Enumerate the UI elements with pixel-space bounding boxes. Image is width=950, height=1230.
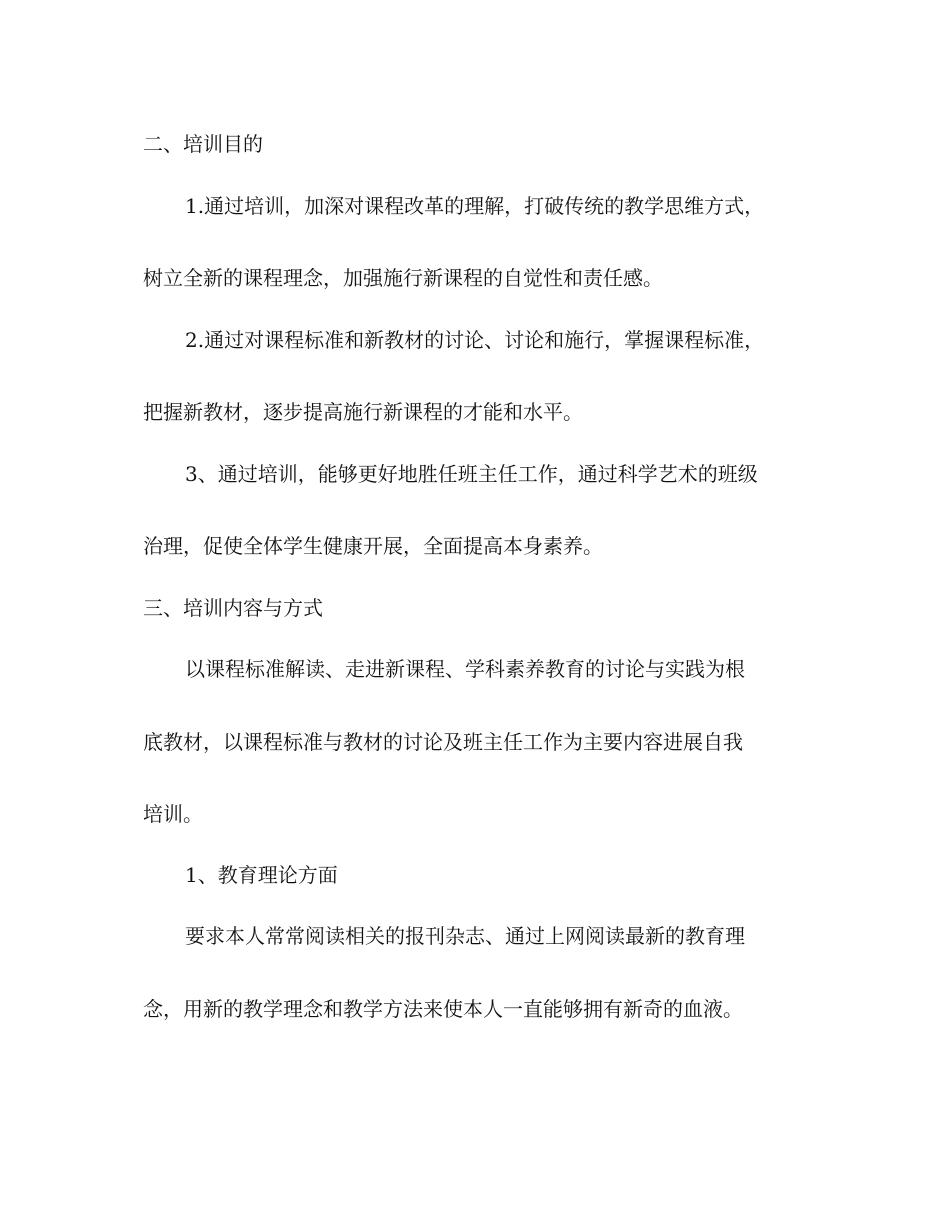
paragraph-line: 念，用新的教学理念和教学方法来使本人一直能够拥有新奇的血液。 [143, 997, 743, 1021]
paragraph-line: 治理，促使全体学生健康开展，全面提高本身素养。 [143, 534, 603, 558]
paragraph-line: 2.通过对课程标准和新教材的讨论、讨论和施行，掌握课程标准， [185, 328, 765, 352]
paragraph-line: 底教材，以课程标准与教材的讨论及班主任工作为主要内容进展自我 [143, 730, 743, 754]
paragraph-line: 把握新教材，逐步提高施行新课程的才能和水平。 [143, 400, 583, 424]
paragraph-line: 3、通过培训，能够更好地胜任班主任工作，通过科学艺术的班级 [185, 462, 758, 486]
paragraph-line: 培训。 [143, 802, 203, 826]
paragraph-line: 树立全新的课程理念，加强施行新课程的自觉性和责任感。 [143, 266, 663, 290]
subsection-heading-education-theory: 1、教育理论方面 [185, 863, 338, 887]
paragraph-line: 1.通过培训，加深对课程改革的理解，打破传统的教学思维方式， [185, 194, 765, 218]
paragraph-line: 以课程标准解读、走进新课程、学科素养教育的讨论与实践为根 [185, 657, 745, 681]
paragraph-line: 要求本人常常阅读相关的报刊杂志、通过上网阅读最新的教育理 [185, 924, 745, 948]
section-heading-training-goals: 二、培训目的 [143, 132, 263, 156]
section-heading-training-content: 三、培训内容与方式 [143, 596, 323, 620]
